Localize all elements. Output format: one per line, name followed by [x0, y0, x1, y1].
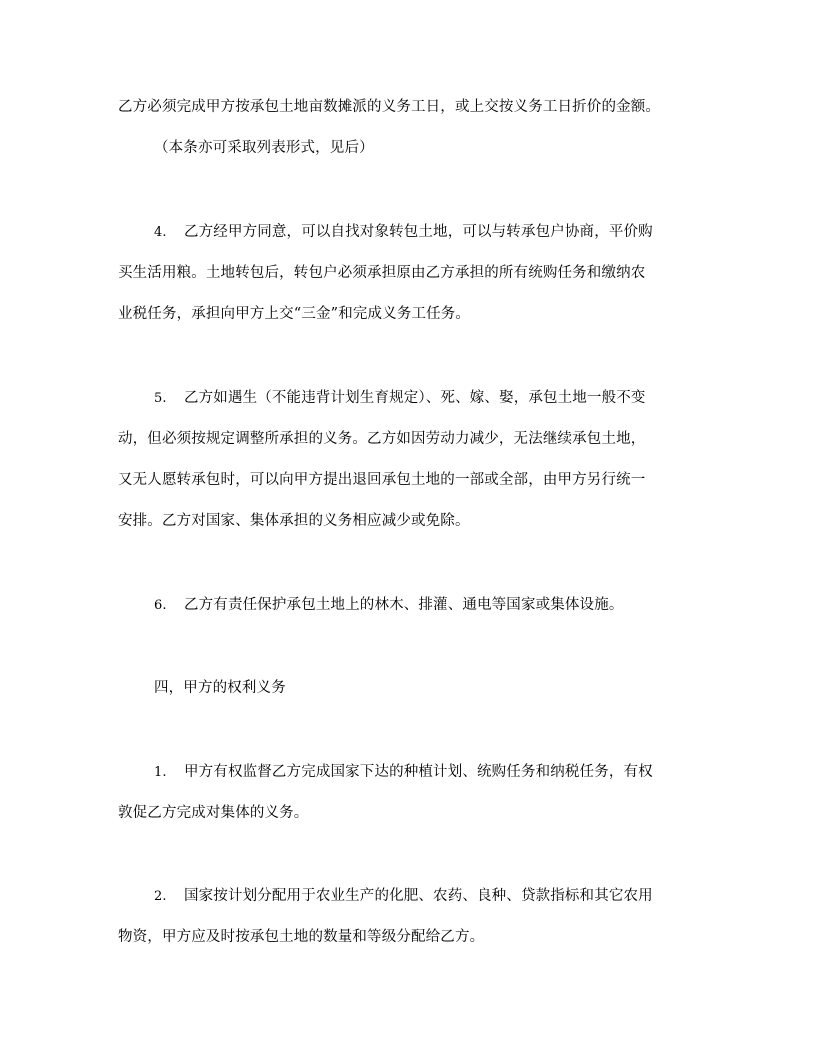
clause-number: 1. — [154, 765, 167, 780]
clause-5-line-4: 安排。乙方对国家、集体承担的义务相应减少或免除。 — [118, 513, 470, 529]
clause-2-line-2: 物资，甲方应及时按承包土地的数量和等级分配给乙方。 — [118, 929, 485, 945]
clause-1-line-2: 敦促乙方完成对集体的义务。 — [118, 805, 309, 821]
clause-6-line-1: 6. 乙方有责任保护承包土地上的林木、排灌、通电等国家或集体设施。 — [154, 595, 624, 616]
clause-1-line-1: 1. 甲方有权监督乙方完成国家下达的种植计划、统购任务和纳税任务，有权 — [154, 762, 653, 783]
clause-4-line-3: 业税任务，承担向甲方上交“三金”和完成义务工任务。 — [118, 306, 471, 322]
clause-number: 6. — [154, 598, 167, 613]
clause-5-line-3: 又无人愿转承包时，可以向甲方提出退回承包土地的一部或全部，由甲方另行统一 — [118, 472, 646, 488]
clause-number: 2. — [154, 889, 167, 904]
paragraph-line: 乙方必须完成甲方按承包土地亩数摊派的义务工日，或上交按义务工日折价的金额。 — [118, 99, 661, 115]
paragraph-note: （本条亦可采取列表形式，见后） — [154, 140, 374, 156]
clause-number: 4. — [154, 225, 167, 240]
clause-4-line-1: 4. 乙方经甲方同意，可以自找对象转包土地，可以与转承包户协商，平价购 — [154, 222, 653, 243]
clause-5-line-1: 5. 乙方如遇生（不能违背计划生育规定）、死、嫁、娶，承包土地一般不变 — [154, 388, 646, 409]
clause-number: 5. — [154, 391, 167, 406]
clause-5-line-2: 动，但必须按规定调整所承担的义务。乙方如因劳动力减少，无法继续承包土地， — [118, 431, 646, 447]
clause-4-line-2: 买生活用粮。土地转包后，转包户必须承担原由乙方承担的所有统购任务和缴纳农 — [118, 265, 646, 281]
section-heading: 四，甲方的权利义务 — [154, 680, 286, 696]
clause-2-line-1: 2. 国家按计划分配用于农业生产的化肥、农药、良种、贷款指标和其它农用 — [154, 886, 653, 907]
